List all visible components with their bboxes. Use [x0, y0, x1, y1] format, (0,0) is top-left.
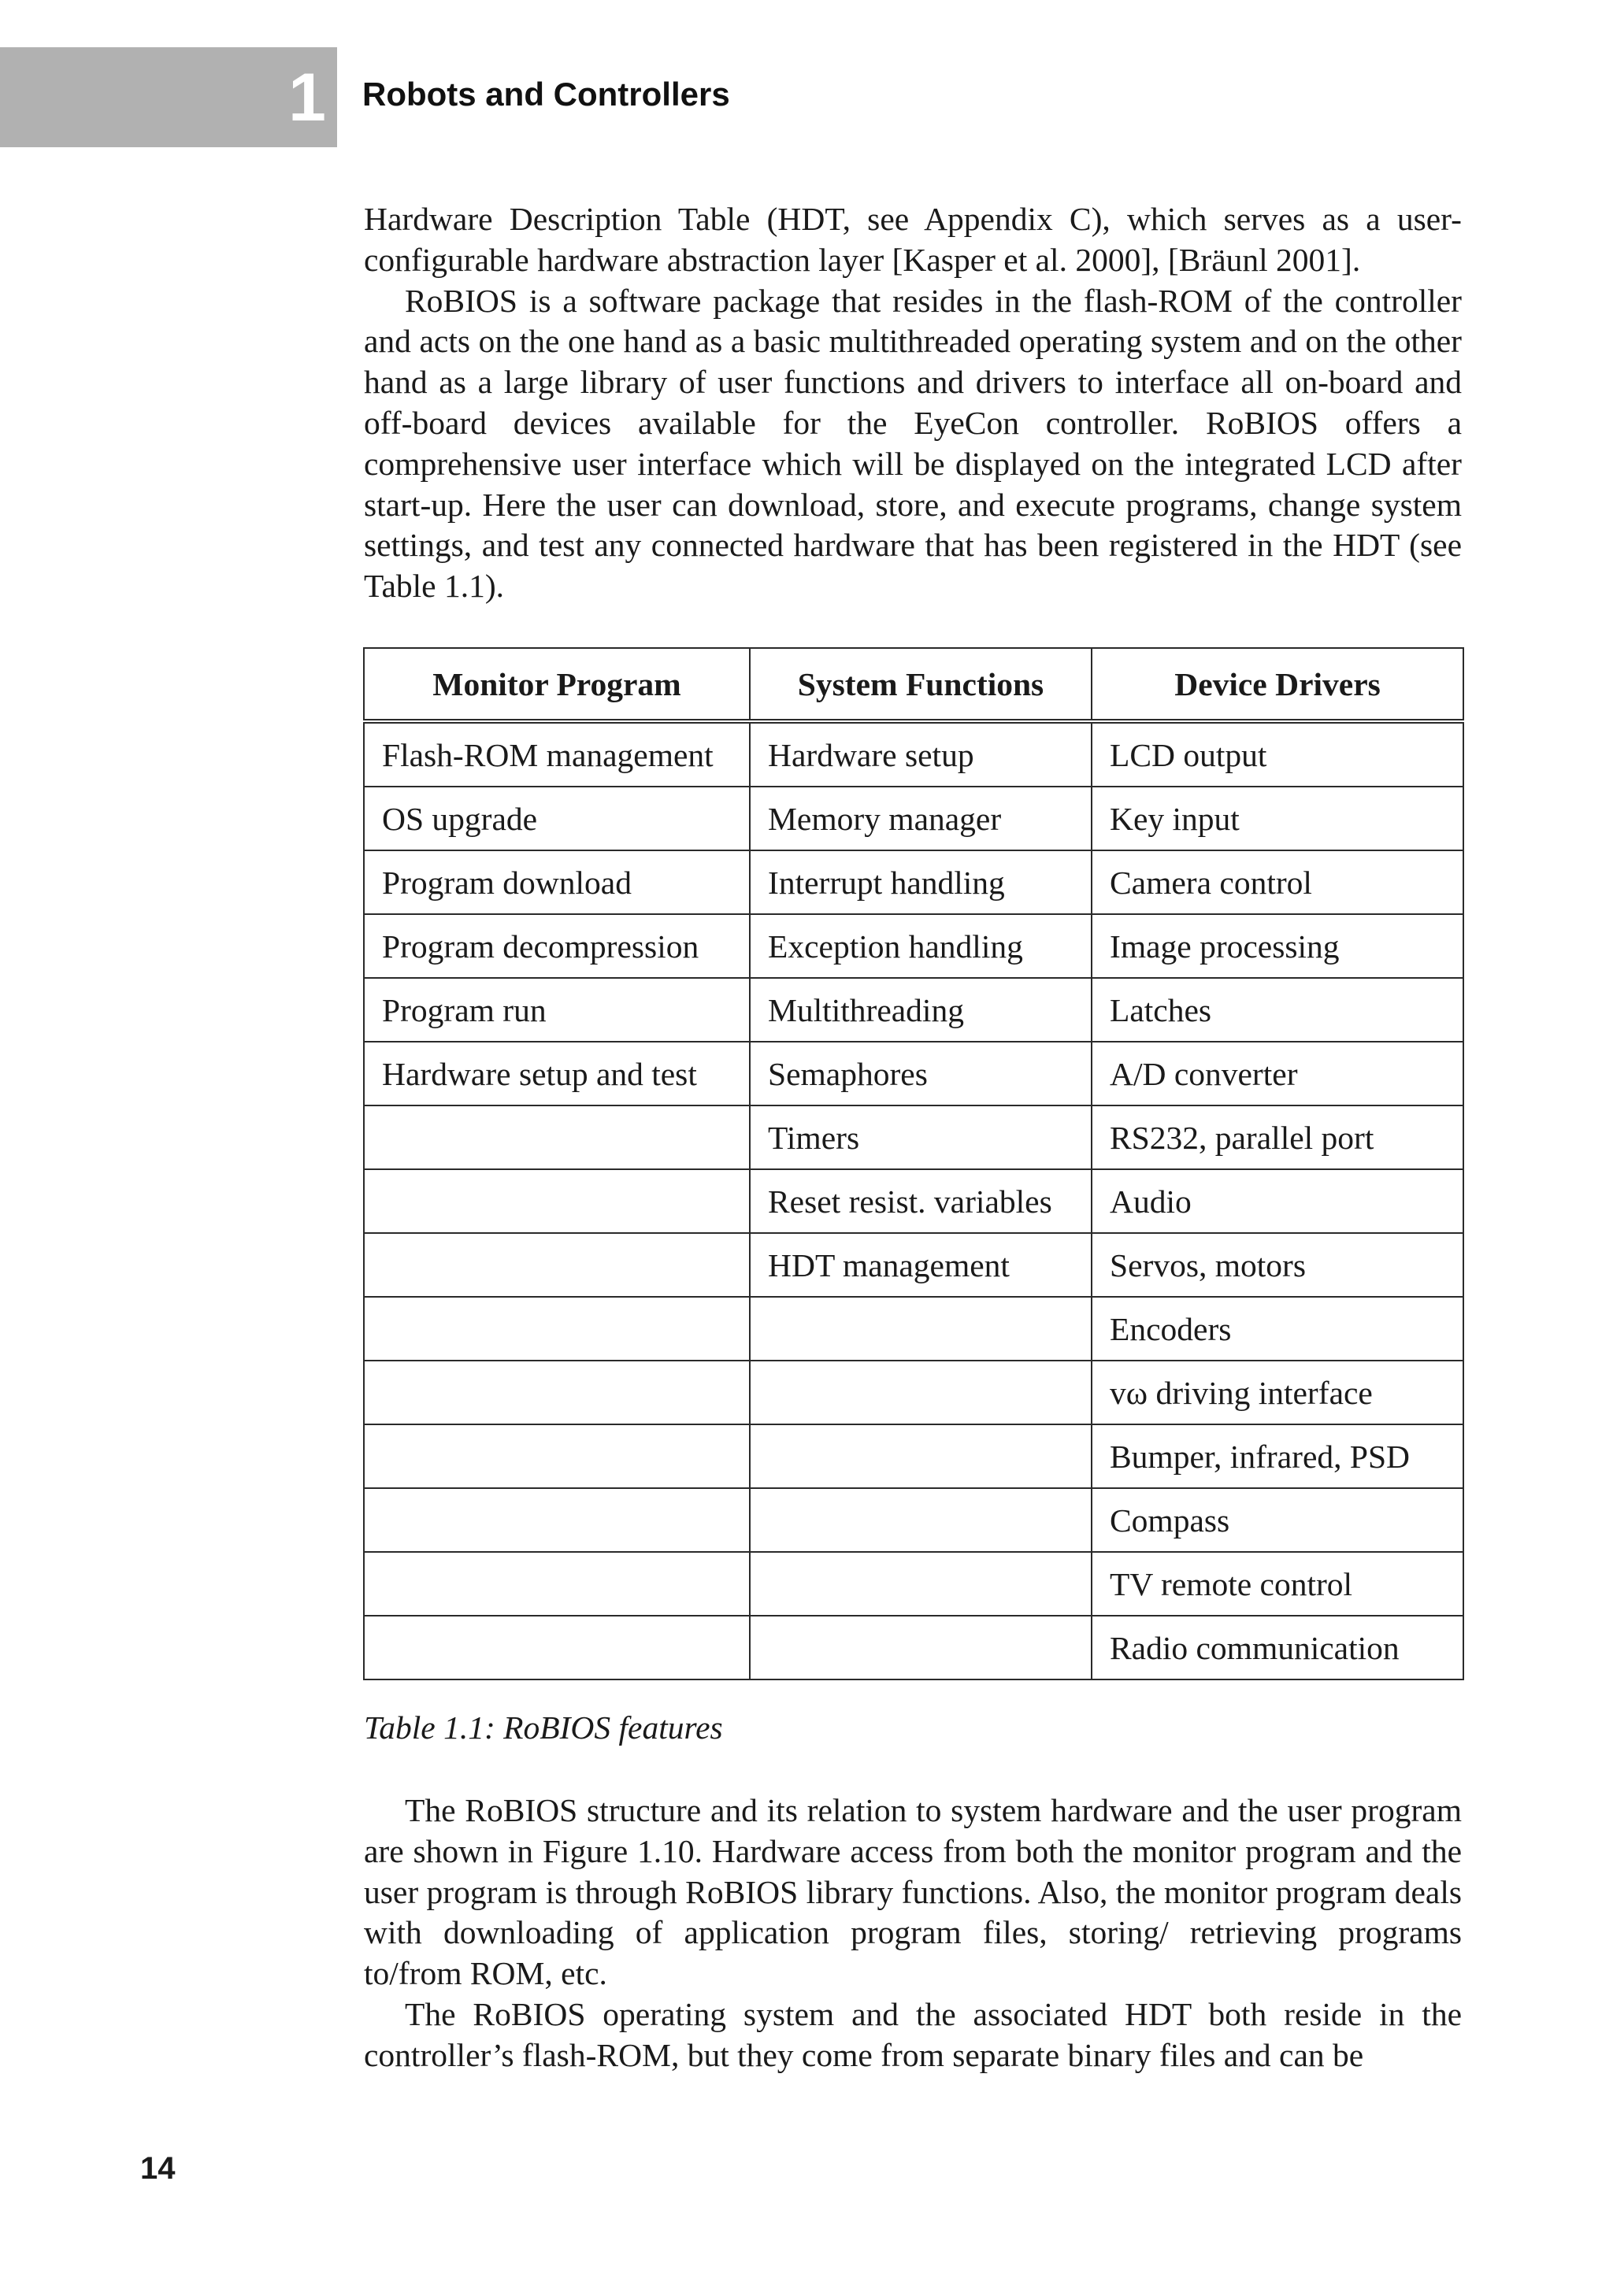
table-cell: RS232, parallel port — [1092, 1105, 1463, 1169]
chapter-number: 1 — [288, 60, 326, 135]
table-row — [364, 1297, 1463, 1361]
table-cell — [364, 1488, 750, 1552]
table-row — [364, 1361, 1463, 1424]
header-monitor-program: Monitor Program — [364, 648, 750, 721]
table-row — [364, 978, 1463, 1042]
header-device-drivers: Device Drivers — [1092, 648, 1463, 721]
table-cell — [750, 1552, 1092, 1616]
closing-paragraph-1: The RoBIOS structure and its relation to system hardware and the user program are shown in Figure 1.10. Hardware access from both the monitor program and the user program is through RoBIOS library functions. Also, the monitor program deals with downloading of application program files, storing/ retrieving programs to/from ROM, etc. — [364, 1792, 1462, 1992]
table-cell: vω driving interface — [1092, 1361, 1463, 1424]
table-cell — [364, 1552, 750, 1616]
table-cell — [364, 1297, 750, 1361]
table-cell: Encoders — [1092, 1297, 1463, 1361]
table-row — [364, 1616, 1463, 1679]
closing-text — [364, 1791, 1462, 2076]
table-cell: Semaphores — [750, 1042, 1092, 1105]
table-cell — [750, 1424, 1092, 1488]
table-cell: Memory manager — [750, 787, 1092, 850]
table-cell: Key input — [1092, 787, 1463, 850]
robios-features-table — [363, 647, 1464, 1680]
table-cell: OS upgrade — [364, 787, 750, 850]
table-cell: Latches — [1092, 978, 1463, 1042]
table-cell: Exception handling — [750, 914, 1092, 978]
table-cell: Program run — [364, 978, 750, 1042]
table-row — [364, 1488, 1463, 1552]
table-cell: TV remote control — [1092, 1552, 1463, 1616]
table-cell: Flash-ROM management — [364, 721, 750, 787]
table-cell: Program download — [364, 850, 750, 914]
table-cell: A/D converter — [1092, 1042, 1463, 1105]
table-cell — [364, 1169, 750, 1233]
closing-paragraph-2: The RoBIOS operating system and the associated HDT both reside in the controller’s flash-ROM, but they come from separate binary files and can be — [364, 1995, 1462, 2073]
table-row — [364, 1552, 1463, 1616]
table-cell — [364, 1361, 750, 1424]
intro-paragraph-1: Hardware Description Table (HDT, see Appendix C), which serves as a user-configurable hardware abstraction layer [Kasper et al. 2000], [Bräunl 2001]. — [364, 201, 1462, 278]
table-cell — [750, 1616, 1092, 1679]
table-header-row — [364, 648, 1463, 721]
table-row — [364, 850, 1463, 914]
table-cell: Reset resist. variables — [750, 1169, 1092, 1233]
table-cell: Image processing — [1092, 914, 1463, 978]
table-row — [364, 914, 1463, 978]
table-cell: Hardware setup and test — [364, 1042, 750, 1105]
header-system-functions: System Functions — [750, 648, 1092, 721]
intro-text — [364, 199, 1462, 607]
table-cell: LCD output — [1092, 721, 1463, 787]
table-row — [364, 787, 1463, 850]
table-cell: Radio communication — [1092, 1616, 1463, 1679]
table-cell: Bumper, infrared, PSD — [1092, 1424, 1463, 1488]
table-cell: Camera control — [1092, 850, 1463, 914]
table-cell: Program decompression — [364, 914, 750, 978]
table-row — [364, 1042, 1463, 1105]
table-cell — [750, 1488, 1092, 1552]
table-row — [364, 1105, 1463, 1169]
page-number: 14 — [140, 2151, 176, 2186]
chapter-title: Robots and Controllers — [362, 76, 730, 113]
table-row — [364, 1424, 1463, 1488]
table-cell: Hardware setup — [750, 721, 1092, 787]
table-cell: Timers — [750, 1105, 1092, 1169]
chapter-tab — [0, 47, 337, 147]
table-cell: Audio — [1092, 1169, 1463, 1233]
table-cell — [364, 1233, 750, 1297]
table-row — [364, 721, 1463, 787]
intro-paragraph-2: RoBIOS is a software package that resides in the flash-ROM of the controller and acts on the one hand as a basic multithreaded operating system and on the other hand as a large library of user functions and drivers to interface all on-board and off-board devices available for the EyeCon controller. RoBIOS offers a comprehensive user interface which will be displayed on the integrated LCD after start-up. Here the user can download, store, and execute programs, change system settings, and test any connected hardware that has been registered in the HDT (see Table 1.1). — [364, 282, 1462, 605]
table-cell — [364, 1616, 750, 1679]
table-row — [364, 1233, 1463, 1297]
table-cell: Multithreading — [750, 978, 1092, 1042]
table-cell: HDT management — [750, 1233, 1092, 1297]
table-cell — [364, 1105, 750, 1169]
table-row — [364, 1169, 1463, 1233]
table-cell: Interrupt handling — [750, 850, 1092, 914]
table-cell — [750, 1361, 1092, 1424]
table-caption: Table 1.1: RoBIOS features — [364, 1709, 723, 1746]
table-cell: Servos, motors — [1092, 1233, 1463, 1297]
table-cell — [364, 1424, 750, 1488]
table-cell: Compass — [1092, 1488, 1463, 1552]
table-cell — [750, 1297, 1092, 1361]
